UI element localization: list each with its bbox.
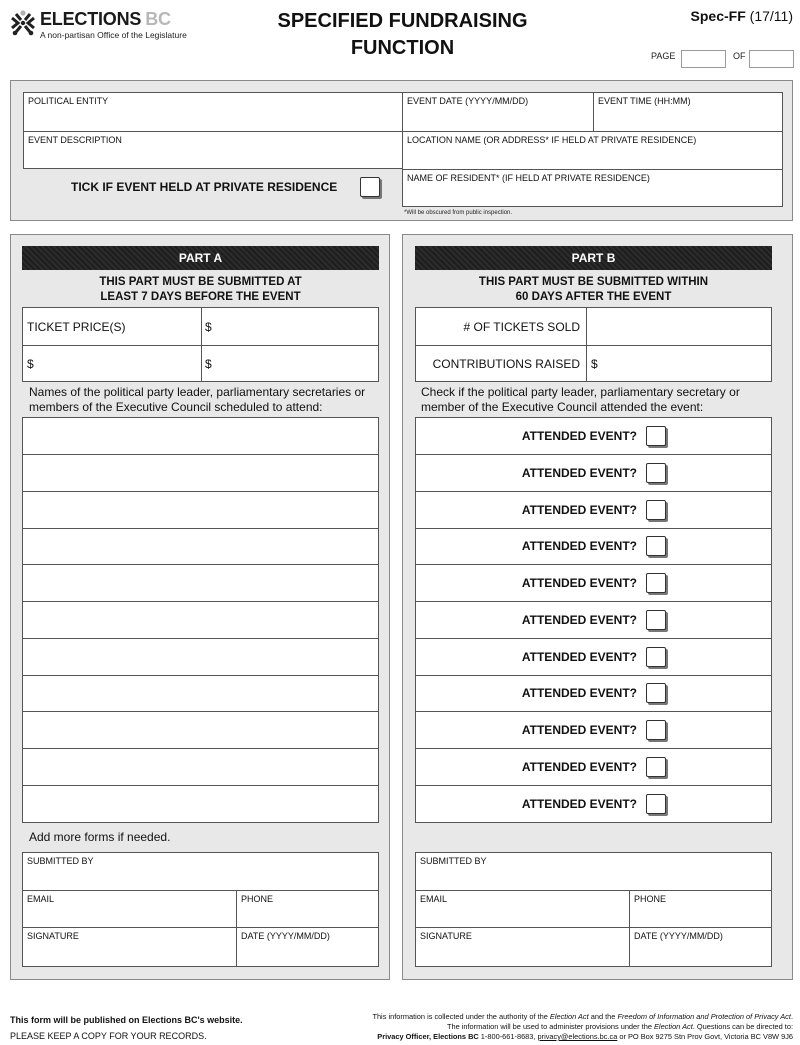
- of-label: OF: [733, 51, 746, 61]
- part-b-submitter-box: [415, 852, 772, 967]
- currency-symbol: $: [27, 357, 34, 371]
- attended-checkbox-9[interactable]: [646, 720, 666, 740]
- phone-label: PHONE: [634, 894, 667, 904]
- signature-label: SIGNATURE: [420, 931, 472, 941]
- political-entity-field[interactable]: [24, 93, 402, 131]
- attended-label: ATTENDED EVENT?: [521, 466, 637, 480]
- elections-bc-logo: [10, 8, 210, 42]
- form-code: Spec-FF (17/11): [690, 8, 793, 24]
- attended-row-9: [416, 712, 771, 749]
- attended-row-4: [416, 528, 771, 565]
- submitted-by-label: SUBMITTED BY: [420, 856, 487, 866]
- attended-label: ATTENDED EVENT?: [521, 760, 637, 774]
- privacy-officer: Privacy Officer, Elections BC: [377, 1032, 479, 1041]
- part-a-header: PART A: [22, 246, 379, 270]
- attended-row-6: [416, 602, 771, 639]
- part-a-subtitle: THIS PART MUST BE SUBMITTED AT LEAST 7 DAYS BEFORE THE EVENT: [99, 276, 302, 303]
- event-info-panel: [10, 80, 793, 221]
- phone-label: PHONE: [241, 894, 274, 904]
- attended-label: ATTENDED EVENT?: [521, 613, 637, 627]
- ticket-price-field-1[interactable]: [205, 308, 379, 345]
- attended-checkbox-6[interactable]: [646, 610, 666, 630]
- elections-bc-x-logo-icon: [10, 10, 36, 36]
- part-b-signature-field[interactable]: [416, 928, 629, 967]
- event-date-label: EVENT DATE (YYYY/MM/DD): [407, 96, 529, 106]
- part-b-totals-table: [415, 307, 772, 382]
- part-b-email-field[interactable]: [416, 891, 629, 927]
- part-b-panel: [402, 234, 793, 980]
- publish-note: This form will be published on Elections BC's website.: [10, 1015, 243, 1025]
- event-date-field[interactable]: [403, 93, 593, 131]
- attended-checkbox-7[interactable]: [646, 647, 666, 667]
- obscured-note: *Will be obscured from public inspection.: [404, 210, 513, 216]
- name-row-7[interactable]: [23, 639, 378, 676]
- part-b-submitted-by-field[interactable]: [416, 853, 771, 890]
- attended-row-2: [416, 455, 771, 492]
- names-list: [22, 417, 379, 823]
- form-title: SPECIFIED FUNDRAISING FUNCTION: [277, 10, 528, 59]
- location-name-field[interactable]: [403, 132, 782, 169]
- attended-row-1: [416, 418, 771, 455]
- keep-copy-note: PLEASE KEEP A COPY FOR YOUR RECORDS.: [10, 1031, 207, 1041]
- resident-name-field[interactable]: [403, 170, 782, 207]
- attended-row-5: [416, 565, 771, 602]
- privacy-statement: This information is collected under the authority of the Election Act and the Freedom of Information and Protection of Privacy Act. The information will be used to administer provisions under the Election Act. Questions can be directed to: Privacy Officer, Elections BC 1-800-661-8683, privacy@elections.bc.ca or PO Box 9275 Stn Prov Govt, Victoria BC V8W 9J6: [372, 1012, 793, 1041]
- event-info-left-box: [23, 92, 403, 169]
- event-description-field[interactable]: [24, 132, 402, 169]
- add-more-forms-note: Add more forms if needed.: [29, 830, 171, 844]
- part-b-date-field[interactable]: [630, 928, 771, 967]
- logo-wordmark: ELECTIONS BC: [40, 9, 171, 29]
- attended-label: ATTENDED EVENT?: [521, 686, 637, 700]
- attended-row-3: [416, 492, 771, 529]
- attended-label: ATTENDED EVENT?: [521, 539, 637, 553]
- currency-symbol: $: [205, 357, 212, 371]
- signature-label: SIGNATURE: [27, 931, 79, 941]
- name-row-4[interactable]: [23, 528, 378, 565]
- event-time-label: EVENT TIME (HH:MM): [598, 96, 691, 106]
- attended-checkbox-1[interactable]: [646, 426, 666, 446]
- attended-list: [415, 417, 772, 823]
- attended-label: ATTENDED EVENT?: [521, 650, 637, 664]
- name-row-11[interactable]: [23, 786, 378, 823]
- attended-checkbox-2[interactable]: [646, 463, 666, 483]
- attended-label: ATTENDED EVENT?: [521, 429, 637, 443]
- part-b-subtitle: THIS PART MUST BE SUBMITTED WITHIN 60 DAYS AFTER THE EVENT: [478, 276, 709, 303]
- attended-checkbox-3[interactable]: [646, 500, 666, 520]
- event-description-label: EVENT DESCRIPTION: [28, 135, 122, 145]
- ticket-price-label: TICKET PRICE(S): [27, 320, 126, 334]
- location-label: LOCATION NAME (OR ADDRESS* IF HELD AT PRIVATE RESIDENCE): [407, 135, 697, 145]
- political-entity-label: POLITICAL ENTITY: [28, 96, 109, 106]
- attended-label: ATTENDED EVENT?: [521, 723, 637, 737]
- name-row-6[interactable]: [23, 602, 378, 639]
- date-label: DATE (YYYY/MM/DD): [634, 931, 723, 941]
- currency-symbol: $: [591, 357, 598, 371]
- event-info-right-box: [402, 92, 783, 207]
- attend-instruction: Check if the political party leader, parliamentary secretary or member of the Executive Council attended the event:: [421, 385, 740, 414]
- contributions-raised-label: CONTRIBUTIONS RAISED: [432, 357, 580, 371]
- attended-label: ATTENDED EVENT?: [521, 797, 637, 811]
- event-time-field[interactable]: [594, 93, 782, 131]
- attended-checkbox-5[interactable]: [646, 573, 666, 593]
- submitted-by-label: SUBMITTED BY: [27, 856, 94, 866]
- part-b-header: PART B: [415, 246, 772, 270]
- names-instruction: Names of the political party leader, parliamentary secretaries or members of the Executive Council scheduled to attend:: [29, 385, 366, 414]
- page-label: PAGE: [651, 51, 676, 61]
- name-row-5[interactable]: [23, 565, 378, 602]
- logo-tagline: A non-partisan Office of the Legislature: [40, 30, 187, 40]
- ticket-price-field-2[interactable]: [23, 346, 201, 382]
- email-label: EMAIL: [27, 894, 55, 904]
- part-a-phone-field[interactable]: [237, 891, 378, 927]
- footer-notice: [10, 1012, 243, 1044]
- attended-checkbox-10[interactable]: [646, 757, 666, 777]
- attended-row-11: [416, 786, 771, 823]
- attended-label: ATTENDED EVENT?: [521, 503, 637, 517]
- private-residence-checkbox[interactable]: [360, 177, 380, 197]
- attended-checkbox-11[interactable]: [646, 794, 666, 814]
- name-row-8[interactable]: [23, 675, 378, 712]
- ticket-price-field-3[interactable]: [205, 346, 379, 382]
- privacy-email-link[interactable]: privacy@elections.bc.ca: [537, 1032, 618, 1041]
- ticket-price-table: [22, 307, 379, 382]
- currency-symbol: $: [205, 320, 212, 334]
- part-a-submitter-box: [22, 852, 379, 967]
- attended-row-10: [416, 749, 771, 786]
- attended-row-7: [416, 639, 771, 676]
- name-row-3[interactable]: [23, 492, 378, 529]
- tickets-sold-field[interactable]: [587, 308, 771, 345]
- attended-label: ATTENDED EVENT?: [521, 576, 637, 590]
- name-row-10[interactable]: [23, 749, 378, 786]
- part-a-signature-field[interactable]: [23, 928, 236, 967]
- part-a-submitted-by-field[interactable]: [23, 853, 378, 890]
- email-label: EMAIL: [420, 894, 448, 904]
- resident-name-label: NAME OF RESIDENT* (IF HELD AT PRIVATE RESIDENCE): [407, 173, 650, 183]
- attended-checkbox-8[interactable]: [646, 683, 666, 703]
- tickets-sold-label: # OF TICKETS SOLD: [463, 320, 580, 334]
- name-row-2[interactable]: [23, 455, 378, 492]
- part-a-panel: [10, 234, 390, 980]
- part-a-date-field[interactable]: [237, 928, 378, 967]
- name-row-1[interactable]: [23, 418, 378, 455]
- contributions-raised-field[interactable]: [587, 346, 771, 382]
- attended-row-8: [416, 675, 771, 712]
- date-label: DATE (YYYY/MM/DD): [241, 931, 330, 941]
- private-residence-tick-label: TICK IF EVENT HELD AT PRIVATE RESIDENCE: [71, 180, 338, 194]
- page-number-field[interactable]: [681, 50, 726, 68]
- part-b-phone-field[interactable]: [630, 891, 771, 927]
- attended-checkbox-4[interactable]: [646, 536, 666, 556]
- name-row-9[interactable]: [23, 712, 378, 749]
- part-a-email-field[interactable]: [23, 891, 236, 927]
- total-pages-field[interactable]: [749, 50, 794, 68]
